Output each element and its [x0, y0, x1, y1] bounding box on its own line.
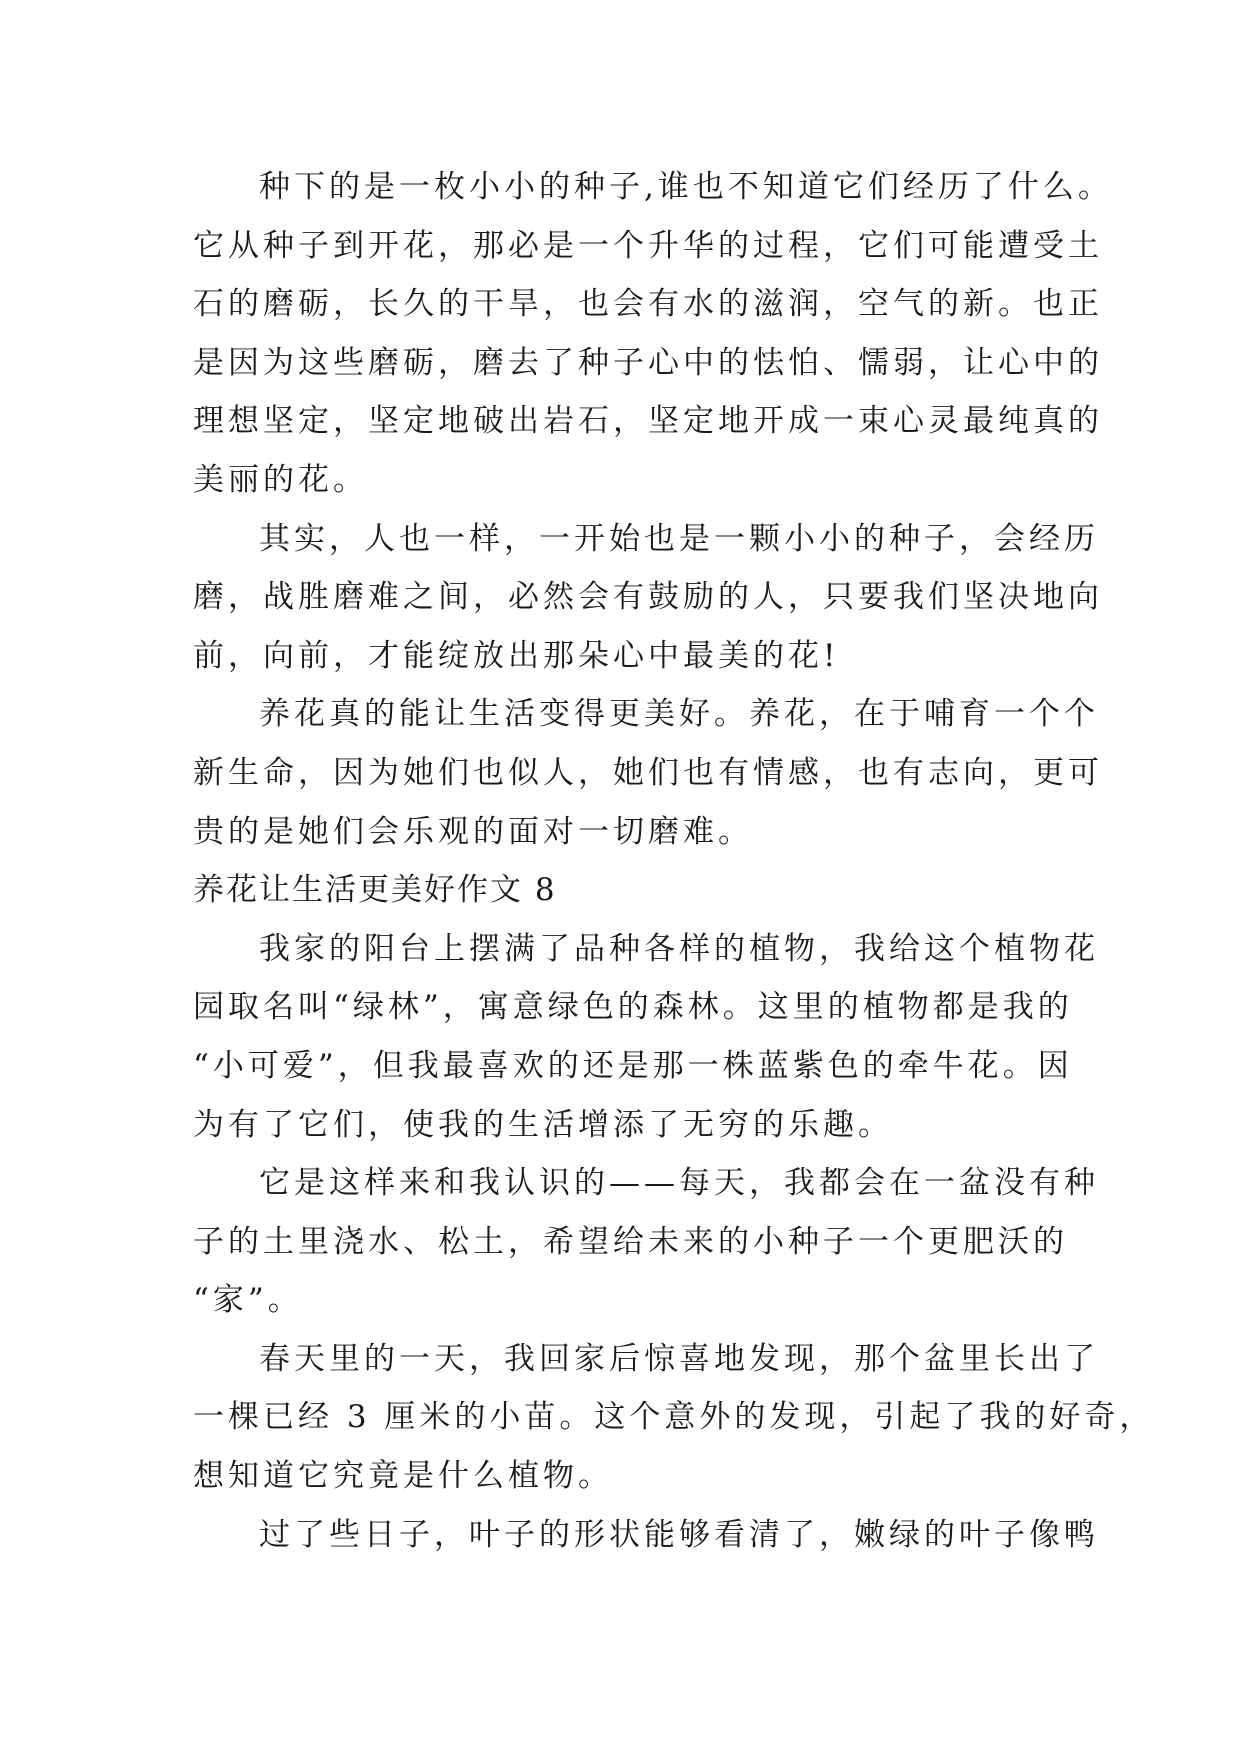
text-line: 我家的阳台上摆满了品种各样的植物，我给这个植物花 — [259, 930, 1099, 967]
text-line: 想知道它究竟是什么植物。 — [193, 1458, 613, 1495]
text-line: 它是这样来和我认识的——每天，我都会在一盆没有种 — [259, 1165, 1099, 1202]
text-line: “家”。 — [193, 1282, 303, 1319]
text-line: 其实，人也一样，一开始也是一颗小小的种子，会经历 — [259, 520, 1099, 557]
text-line: 过了些日子，叶子的形状能够看清了，嫩绿的叶子像鸭 — [259, 1516, 1099, 1553]
document-body — [193, 158, 1155, 1564]
text-line: 贵的是她们会乐观的面对一切磨难。 — [193, 813, 753, 850]
text-line: 春天里的一天，我回家后惊喜地发现，那个盆里长出了 — [259, 1340, 1099, 1377]
text-line: 园取名叫“绿林”，寓意绿色的森林。这里的植物都是我的 — [193, 989, 1073, 1026]
text-line: 石的磨砺，长久的干旱，也会有水的滋润，空气的新。也正 — [193, 286, 1103, 323]
text-line: 种下的是一枚小小的种子,谁也不知道它们经历了什么。 — [259, 169, 1113, 205]
text-line: 一棵已经 3 厘米的小苗。这个意外的发现，引起了我的好奇， — [193, 1399, 1155, 1436]
text-line: 新生命，因为她们也似人，她们也有情感，也有志向，更可 — [193, 754, 1103, 791]
text-line: 子的土里浇水、松土，希望给未来的小种子一个更肥沃的 — [193, 1223, 1068, 1260]
text-line: 养花真的能让生活变得更美好。养花，在于哺育一个个 — [259, 696, 1099, 733]
text-line: 为有了它们，使我的生活增添了无穷的乐趣。 — [193, 1106, 893, 1143]
text-line: 理想坚定，坚定地破出岩石，坚定地开成一束心灵最纯真的 — [193, 403, 1103, 440]
text-line: 是因为这些磨砺，磨去了种子心中的怯怕、懦弱，让心中的 — [193, 344, 1103, 381]
text-line: 前，向前，才能绽放出那朵心中最美的花! — [193, 637, 840, 674]
section-heading: 养花让生活更美好作文 8 — [193, 872, 557, 909]
text-line: 它从种子到开花，那必是一个升华的过程，它们可能遭受土 — [193, 227, 1103, 264]
text-line: 磨，战胜磨难之间，必然会有鼓励的人，只要我们坚决地向 — [193, 579, 1103, 616]
text-line: “小可爱”，但我最喜欢的还是那一株蓝紫色的牵牛花。因 — [193, 1047, 1073, 1084]
text-line: 美丽的花。 — [193, 461, 368, 498]
